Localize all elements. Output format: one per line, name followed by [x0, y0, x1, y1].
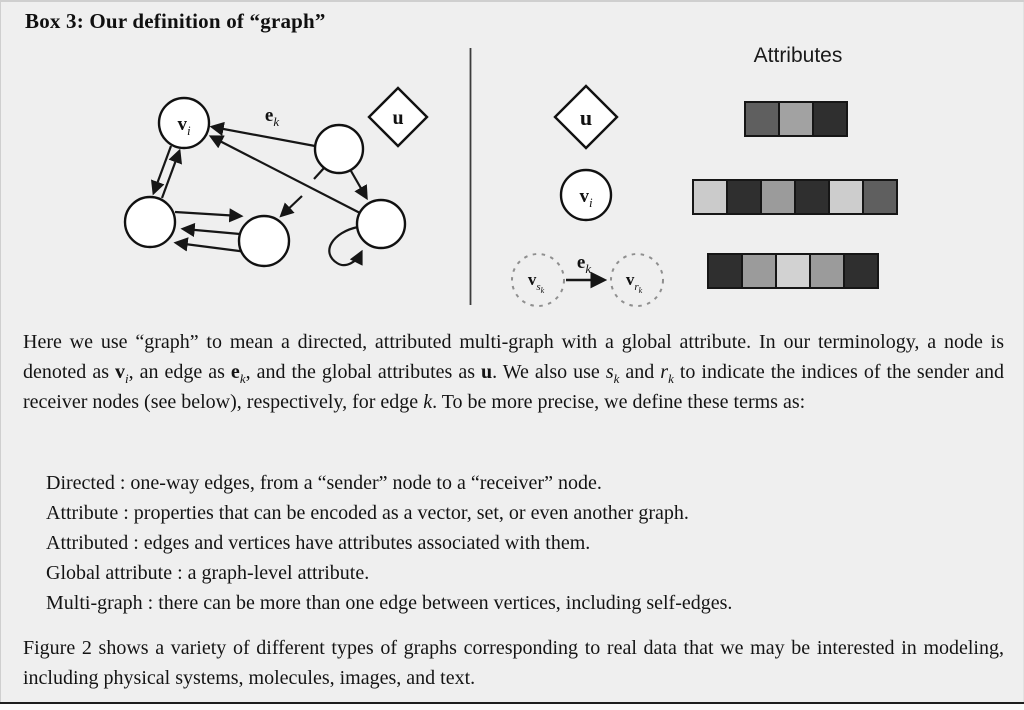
definition-item: [46, 588, 1004, 618]
attribute-cell: [775, 253, 811, 289]
node-top-right: [315, 125, 363, 173]
attribute-cell: [760, 179, 796, 215]
text-run: to indicate the indices of the sender and receiver nodes (see below), respectively, for edge: [23, 361, 1004, 413]
text-run: and: [619, 361, 661, 383]
edge-bottommiddle-to-bottomleft-2: [177, 243, 247, 252]
attribute-cell: [862, 179, 898, 215]
closing-paragraph: Figure 2 shows a variety of different types of graphs corresponding to real data that we may be interested in modeling, including physical systems, molecules, images, and text.: [23, 637, 1004, 689]
text-run: , an edge as: [128, 361, 231, 383]
text-run: . To be more precise, we define these terms as:: [432, 391, 806, 413]
math-symbol: v: [114, 361, 125, 383]
node-bottom-middle: [239, 216, 289, 266]
node-attribute-vector: [692, 179, 898, 215]
definition-item: [46, 528, 1004, 558]
legend-sender-dashed-circle: [512, 254, 564, 306]
node-bottom-right: [357, 200, 405, 248]
math-symbol: u: [481, 361, 493, 383]
definition-term: Directed: [46, 472, 115, 494]
math-symbol: s: [605, 361, 614, 383]
legend-global-label: u: [579, 105, 593, 130]
legend-node-label: $v_i$: [579, 186, 593, 210]
definition-separator: :: [128, 532, 144, 554]
math-symbol: k: [668, 371, 674, 386]
definition-separator: :: [172, 562, 188, 584]
attribute-cell: [828, 179, 864, 215]
definition-separator: :: [142, 592, 159, 614]
attribute-cell: [707, 253, 743, 289]
edge-bottommiddle-to-bottomleft-1: [184, 229, 240, 234]
global-u-label-graph: u: [392, 107, 404, 129]
global-attribute-vector: [744, 101, 848, 137]
definition-description: there can be more than one edge between vertices, including self-edges.: [158, 592, 733, 614]
attribute-cell: [692, 179, 728, 215]
definition-item: [46, 468, 1004, 498]
definitions-list: [46, 468, 1004, 618]
edge-bottomleft-to-vi: [162, 152, 179, 198]
attribute-cell: [794, 179, 830, 215]
math-symbol: i: [124, 371, 129, 386]
node-vi-label: $v_i$: [177, 114, 191, 138]
attributes-heading: Attributes: [753, 44, 843, 67]
legend-receiver-dashed-circle: [611, 254, 663, 306]
attribute-cell: [843, 253, 879, 289]
legend-edge-label: $e_k$: [576, 252, 592, 276]
definition-separator: :: [114, 472, 131, 494]
attribute-cell: [726, 179, 762, 215]
edge-vi-to-bottomleft: [154, 146, 171, 192]
definition-item: [46, 558, 1004, 588]
text-run: Here we use “graph” to mean a directed, attributed multi-graph with a global attribute. In our terminology, a node is denoted as: [23, 331, 1004, 383]
attribute-cell: [812, 101, 848, 137]
node-bottom-left: [125, 197, 175, 247]
math-symbol: k: [239, 371, 246, 386]
intro-paragraph: [23, 327, 1004, 417]
attribute-cell: [778, 101, 814, 137]
definition-term: Attribute: [46, 502, 119, 524]
attribute-cell: [741, 253, 777, 289]
legend-receiver-label: $v_rk$: [625, 270, 643, 295]
self-loop-edge: [329, 227, 361, 265]
math-symbol: k: [613, 371, 620, 386]
edge-ek: [213, 127, 315, 146]
box-title: Box 3: Our definition of “graph”: [25, 9, 326, 33]
math-symbol: r: [660, 361, 669, 383]
edge-crossing-stub: [314, 168, 324, 179]
definition-description: a graph-level attribute.: [187, 562, 370, 584]
math-symbol: e: [230, 361, 240, 383]
definition-item: [46, 498, 1004, 528]
definition-description: one-way edges, from a “sender” node to a “receiver” node.: [130, 472, 602, 494]
definition-term: Multi-graph: [46, 592, 143, 614]
definition-description: properties that can be encoded as a vector, set, or even another graph.: [133, 502, 689, 524]
edge-attribute-vector: [707, 253, 879, 289]
attribute-cell: [809, 253, 845, 289]
edge-topright-to-bottomright: [351, 171, 366, 197]
definition-separator: :: [118, 502, 134, 524]
below-rule-strip: [0, 704, 1024, 710]
edge-bottomleft-to-bottommiddle: [175, 212, 240, 216]
attribute-cell: [744, 101, 780, 137]
definition-term: Attributed: [46, 532, 129, 554]
text-run: , and the global attributes as: [245, 361, 481, 383]
definition-description: edges and vertices have attributes associated with them.: [143, 532, 591, 554]
definition-term: Global attribute: [46, 562, 173, 584]
edge-ek-label: $e_k$: [264, 105, 280, 129]
legend-sender-label: $v_sk$: [527, 270, 545, 295]
edge-topright-to-bottommiddle: [282, 196, 302, 215]
text-run: . We also use: [492, 361, 606, 383]
math-symbol: k: [423, 391, 433, 413]
